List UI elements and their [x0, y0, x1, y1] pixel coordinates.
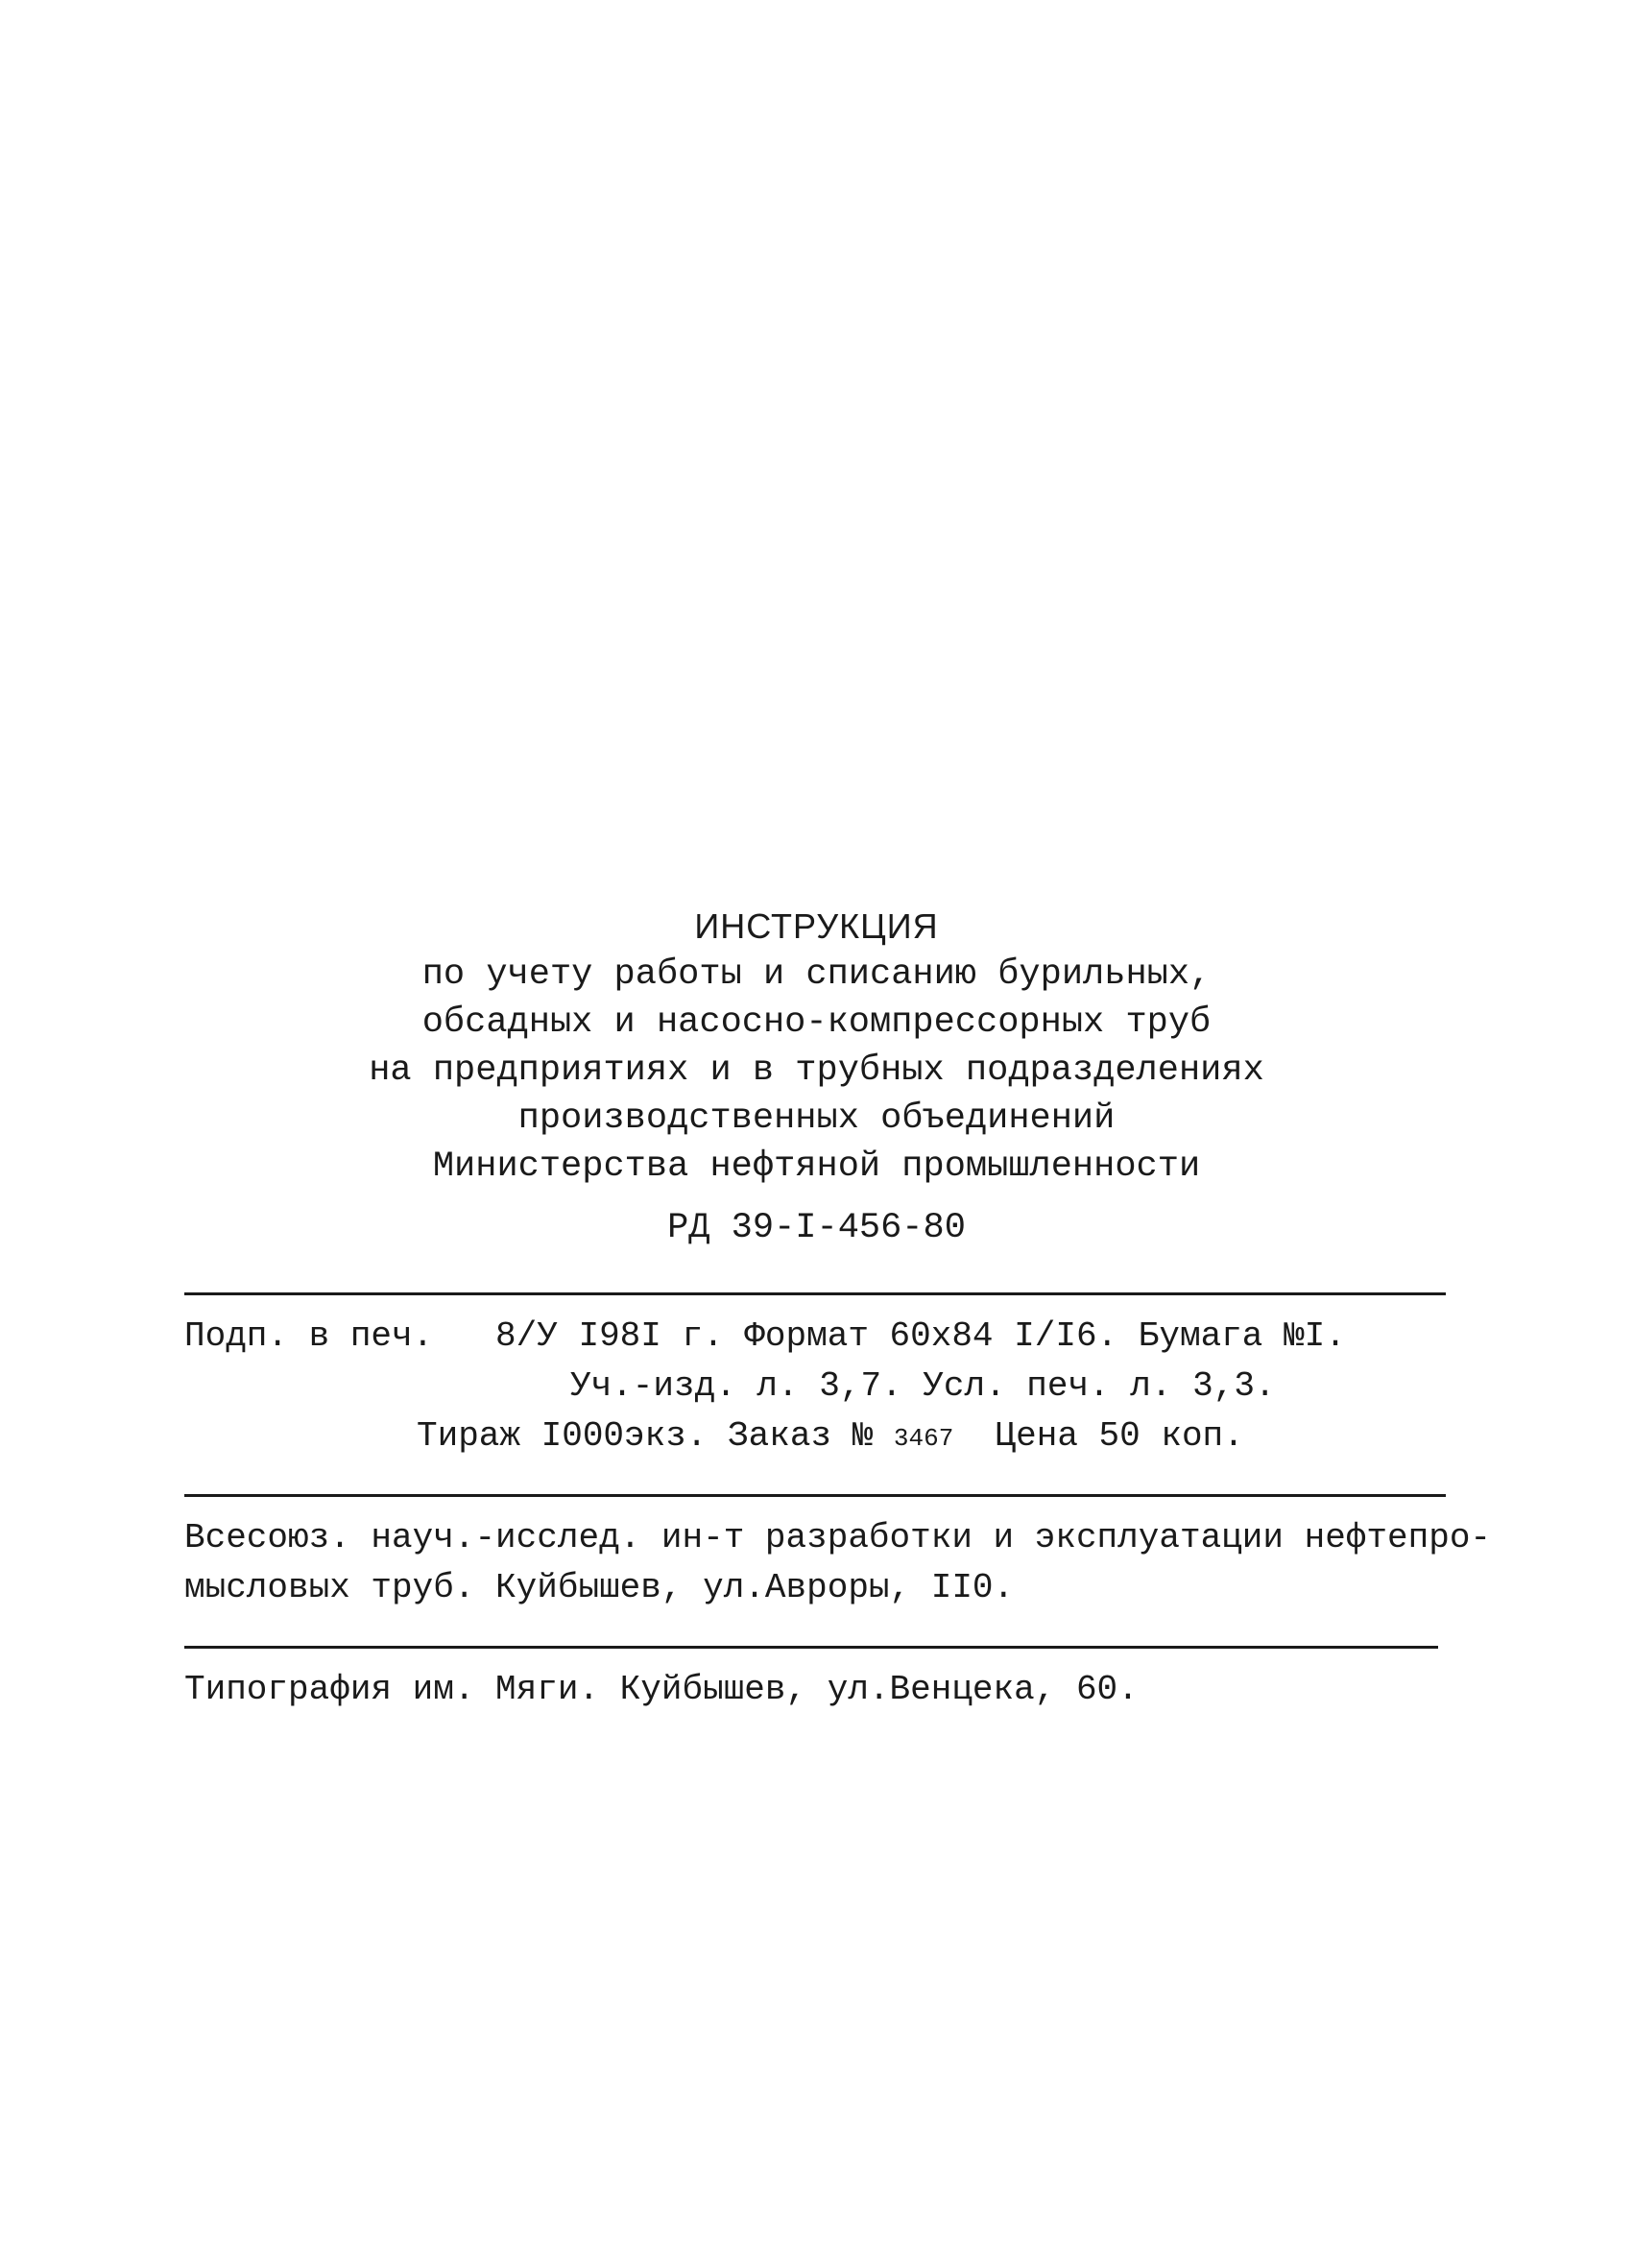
document-code: РД 39-I-456-80: [667, 1208, 966, 1248]
divider-3: [184, 1646, 1438, 1649]
title-line-5: Министерства нефтяной промышленности: [432, 1146, 1201, 1187]
divider-2: [184, 1494, 1446, 1497]
title-line-3: на предприятиях и в трубных подразделениях: [369, 1050, 1264, 1091]
imprint-line-1: Подп. в печ. 8/У I98I г. Формат 60x84 I/I6. Бумага №I.: [184, 1316, 1346, 1356]
publisher-line-1: Всесоюз. науч.-исслед. ин-т разработки и эксплуатации нефтепро-: [184, 1518, 1492, 1557]
divider-1: [184, 1292, 1446, 1295]
title-block: [0, 903, 1633, 1252]
order-number: 3467: [893, 1424, 954, 1453]
title-line-1: по учету работы и списанию бурильных,: [421, 954, 1212, 995]
publisher-line-2: мысловых труб. Куйбышев, ул.Авроры, II0.: [184, 1568, 1015, 1607]
circulation-and-order-label: Тираж I000экз. Заказ №: [417, 1416, 894, 1456]
title-line-2: обсадных и насосно-компрессорных труб: [421, 1002, 1212, 1043]
imprint-line-3: [417, 1415, 1244, 1460]
imprint-line-2: Уч.-изд. л. 3,7. Усл. печ. л. 3,3.: [570, 1366, 1276, 1406]
price-label: Цена 50 коп.: [953, 1416, 1244, 1456]
title-line-4: производственных объединений: [517, 1098, 1116, 1139]
printer-line: Типография им. Мяги. Куйбышев, ул.Венцека, 60.: [184, 1670, 1139, 1709]
document-heading: ИНСТРУКЦИЯ: [694, 906, 939, 946]
